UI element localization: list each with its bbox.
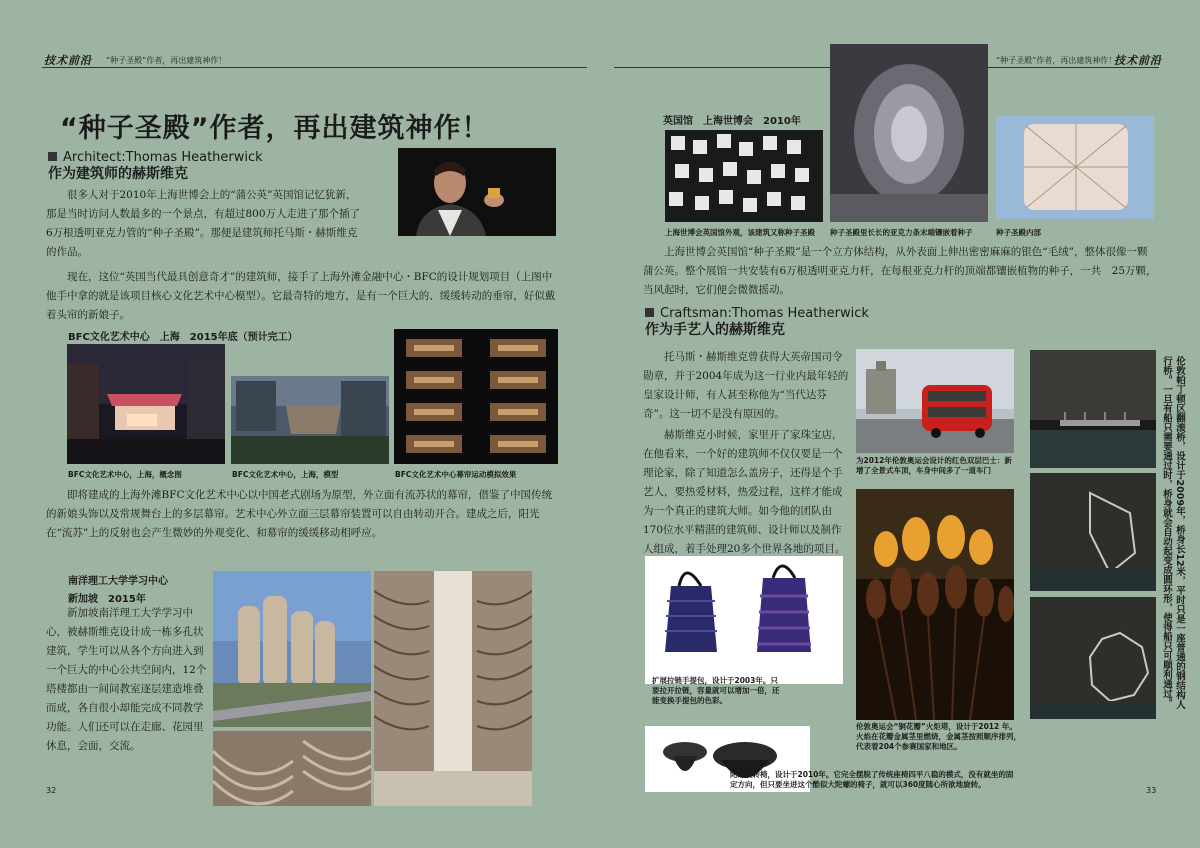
ntu-subtitle-1: 南洋理工大学学习中心 xyxy=(68,576,168,587)
page-number-left: 32 xyxy=(46,786,57,795)
rolling-bridge-image-2 xyxy=(1030,473,1156,591)
section2-paragraph-1: 托马斯・赫斯维克曾获得大英帝国司令勋章，并于2004年成为这一行业内最年轻的皇家设计师，有人甚至称他为“当代达芬奇”。这一切不是没有原因的。 xyxy=(643,351,849,420)
brand-logo-right: 技术前沿 xyxy=(1114,54,1162,67)
bridge-caption: 伦敦帕丁顿区翻滚桥，设计于2009年，桥身长12米，平时只是一座普通的钢结构人行桥。一旦有船只需要通过时，桥身就会自动起变成圆环形，使得船只可顺利通过。 xyxy=(1161,356,1185,710)
bus-caption: 为2012年伦敦奥运会设计的红色双层巴士：新增了全景式车顶，车身中间多了一道车门 xyxy=(856,456,1012,475)
brand-logo-left: 技术前沿 xyxy=(44,54,92,67)
section1-paragraph-1: 很多人对于2010年上海世博会上的“蒲公英”英国馆记忆犹新，那是当时访问人数最多的一个景点，有超过800万人走进了那个插了6万根透明亚克力管的“种子圣殿”。那便是建筑师托马斯・赫斯维克的作品。 xyxy=(46,189,361,258)
section2-en: Craftsman:Thomas Heatherwick xyxy=(660,306,869,321)
portrait-photo xyxy=(398,148,556,236)
expo-caption-3: 种子圣殿内部 xyxy=(996,228,1041,237)
ntu-atrium-image xyxy=(213,731,371,806)
bfc-caption-1: BFC文化艺术中心，上海，概念图 xyxy=(68,470,182,479)
bfc-caption-3: BFC文化艺术中心幕帘运动模拟效果 xyxy=(395,470,517,479)
ntu-subtitle-2: 新加坡 2015年 xyxy=(68,594,146,605)
chair-caption: 陀螺旋转椅，设计于2010年。它完全摆脱了传统座椅四平八稳的模式，没有就坐的固定方向，但只要坐进这个酷似大陀螺的椅子，就可以360度随心所欲地旋转。 xyxy=(730,770,1014,789)
section-en: Architect:Thomas Heatherwick xyxy=(63,150,263,165)
olympic-cauldron-image xyxy=(856,489,1014,720)
expo-exterior-image xyxy=(665,130,823,222)
rolling-bridge-image-3 xyxy=(1030,597,1156,719)
handbags-image xyxy=(645,556,843,684)
bfc-concept-image xyxy=(67,344,225,464)
ntu-interior-image xyxy=(374,571,532,806)
rolling-bridge-image-1 xyxy=(1030,350,1156,468)
london-bus-image xyxy=(856,349,1014,453)
header-text-right: “种子圣殿”作者，再出建筑神作！ xyxy=(996,56,1117,65)
torch-caption: 伦敦奥运会“铜花瓣”火炬塔，设计于2012 年。火焰在花瓣金属茎里燃烧，金属茎按照顺序排列，代表着204个参赛国家和地区。 xyxy=(856,722,1021,751)
bfc-model-image xyxy=(231,376,389,464)
section2-paragraph-2: 赫斯维克小时候，家里开了家珠宝店，在他看来，一个好的建筑师不仅仅要是一个理论家，除了知道怎么盖房子，还得是个手艺人，要热爱材料，热爱过程，这样才能成为一个真正的建筑大师。如今他的团队由170位水平精湛的建筑师、设计师以及制作人组成，着手处理20多个世界各地的项目。 xyxy=(643,429,846,555)
expo-caption-1: 上海世博会英国馆外观，该建筑又称种子圣殿 xyxy=(665,228,815,237)
bfc-curtain-simulation-image xyxy=(394,329,558,464)
section-cn: 作为建筑师的赫斯维克 xyxy=(48,166,188,182)
ntu-paragraph: 新加坡南洋理工大学学习中心，被赫斯维克设计成一栋多孔状建筑，学生可以从各个方向进入到一个巨大的中心公共空间内，12个塔楼都由一间间教室逐层建造堆叠而成，各自很小却能完成不同教学功能。人们还可以在走廊、花园里休息，会面，交流。 xyxy=(46,607,207,752)
header-text-left: “种子圣殿”作者，再出建筑神作！ xyxy=(106,56,227,65)
page-number-right: 33 xyxy=(1146,786,1157,795)
expo-interior-long-rods-image xyxy=(830,44,988,222)
bfc-caption-2: BFC文化艺术中心，上海，模型 xyxy=(232,470,339,479)
expo-seed-cathedral-image xyxy=(996,116,1154,219)
expo-paragraph: 上海世博会英国馆“种子圣殿”是一个立方体结构，从外表面上伸出密密麻麻的银色“毛绒”，整体很像一颗蒲公英。整个展馆一共安装有6万根透明亚克力杆，在每根亚克力杆的顶端都镶嵌植物的种子，一共 25万颗，当风起时，它们便会微微摇动。 xyxy=(643,246,1157,296)
section2-cn: 作为手艺人的赫斯维克 xyxy=(645,322,785,338)
bfc-paragraph: 即将建成的上海外滩BFC文化艺术中心以中国老式剧场为原型，外立面有流苏状的幕帘，借鉴了中国传统的新娘头饰以及常规舞台上的多层幕帘。艺术中心外立面三层幕帘装置可以自由转动开合。建成之后，阳光在“流苏”上的反射也会产生微妙的外观变化、和幕帘的缓缓移动相呼应。 xyxy=(46,489,553,539)
bag-caption: 扩展拉链手提包，设计于2003年。只要拉开拉链，容量就可以增加一倍，还能变换手提包的色彩。 xyxy=(652,676,780,705)
section1-paragraph-2: 现在，这位“英国当代最具创意奇才”的建筑师，接手了上海外滩金融中心・BFC的设计规划项目（上图中他手中拿的就是该项目核心文化艺术中心模型）。它最奇特的地方，是有一个巨大的、缓缓转动的垂帘，好似戴着头帘的新娘子。 xyxy=(46,271,556,321)
expo-subtitle: 英国馆 上海世博会 2010年 xyxy=(663,116,801,127)
expo-caption-2: 种子圣殿里长长的亚克力条末端镶嵌着种子 xyxy=(830,228,973,237)
section-heading-architect xyxy=(48,150,263,182)
page-title: “种子圣殿”作者，再出建筑神作！ xyxy=(60,113,490,144)
section-heading-craftsman xyxy=(645,306,869,338)
ntu-exterior-image xyxy=(213,571,371,727)
bfc-subtitle: BFC文化艺术中心 上海 2015年底（预计完工） xyxy=(68,332,298,343)
